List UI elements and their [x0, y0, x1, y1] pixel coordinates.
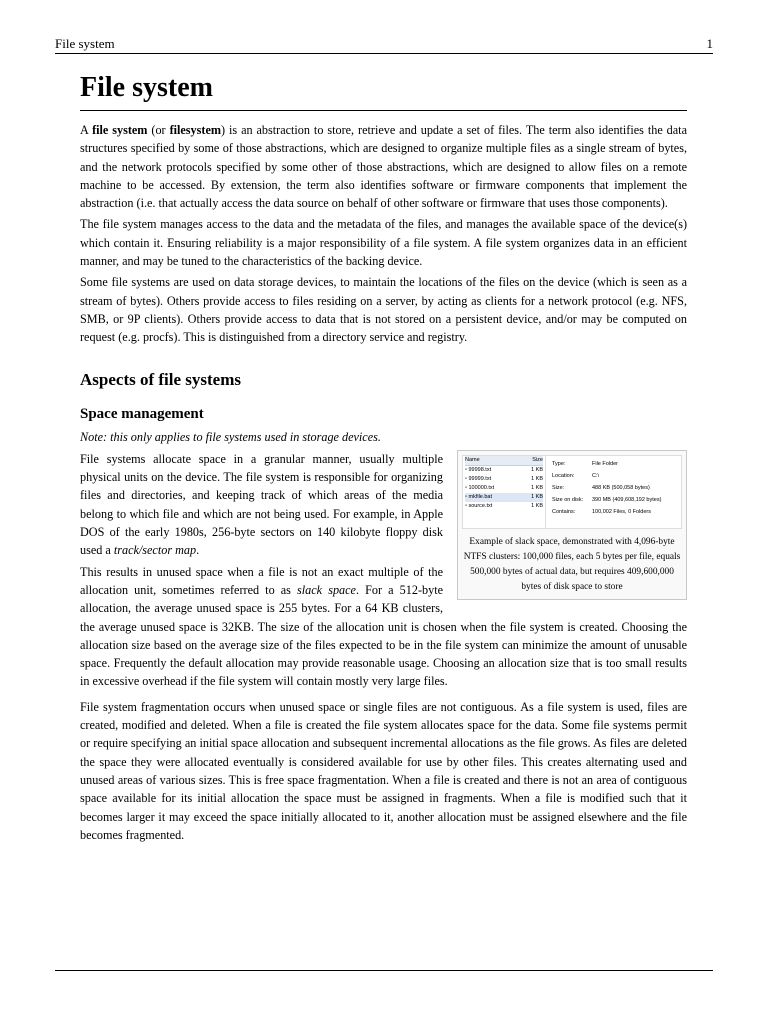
paragraph-management: The file system manages access to the data and the metadata of the files, and manages the available space of the device(s) which contain it. Ensuring reliability is a major responsibility of a file system. A file system organizes data in an efficient manner, and may be tuned to the characteristics of the backing device. [80, 217, 687, 269]
property-row [552, 494, 675, 506]
file-row [465, 502, 543, 511]
note-text: Note: this only applies to file systems used in storage devices. [80, 429, 381, 444]
header-rule [55, 53, 713, 54]
explorer-screenshot [462, 455, 682, 529]
file-name: ▫ 99999.txt [465, 475, 491, 484]
property-row [552, 506, 675, 518]
file-name: ▫ source.txt [465, 502, 492, 511]
property-value: File Folder [592, 460, 618, 467]
file-row [465, 475, 543, 484]
running-header [55, 35, 713, 53]
page-number: 1 [706, 36, 713, 51]
footer-rule [55, 970, 713, 971]
file-row [465, 466, 543, 475]
figure-caption: Example of slack space, demonstrated with 4,096-byte NTFS clusters: 100,000 files, each 5 bytes per file, equals 500,000 bytes of actual data, but requires 409,600,000 bytes of disk space to store [463, 536, 681, 592]
file-list [463, 456, 546, 528]
section-heading-aspects: Aspects of file systems [80, 369, 241, 389]
file-size: 1 KB [531, 484, 543, 491]
file-size: 1 KB [531, 466, 543, 473]
paragraph-slack-space: This results in unused space when a file is not an exact multiple of the allocation unit, sometimes referred to as slack space. For a 512-byte allocation, the average unused space is 255 bytes. For a 64 KB clusters, the average unused space is 32KB. The size of the allocation unit is chosen when the file system is created. Choosing the allocation size based on the average size of the files expected to be in the file system can minimize the amount of unusable space. Frequently the default allocation may provide reasonable usage. Choosing an allocation size that is too small results in excessive overhead if the file system will contain mostly very large files. [80, 564, 687, 689]
property-label: Size: [552, 484, 565, 491]
file-row [465, 493, 543, 502]
file-name: ▫ mkfile.bat [465, 493, 492, 502]
bold-term: filesystem [169, 123, 222, 137]
file-name: ▫ 100000.txt [465, 484, 494, 493]
property-label: Size on disk: [552, 496, 584, 503]
page-title: File system [80, 68, 687, 111]
property-row [552, 482, 675, 494]
property-row [552, 458, 675, 470]
file-size: 1 KB [531, 502, 543, 509]
property-value: 488 KB (500,058 bytes) [592, 484, 650, 491]
paragraph-protocols: Some file systems are used on data storage devices, to maintain the locations of the files on the device (which is seen as a stream of bytes). Others provide access to files residing on a server, by acting as clients for a network protocol (e.g. NFS, SMB, or 9P clients). Others provide access to data that is not stored on a persistent device, and/or may be computed on request (e.g. procfs). This is distinguished from a directory service and registry. [80, 275, 687, 345]
paragraph-allocation: File systems allocate space in a granular manner, usually multiple physical units on the device. The file system is responsible for organizing files and directories, and keeping track of which areas of the media belong to which file and which are not being used. For example, in Apple DOS of the early 1980s, 256-byte sectors on 140 kilobyte floppy disk used a track/sector map. [80, 451, 443, 558]
property-value: C:\ [592, 472, 600, 479]
property-label: Contains: [552, 508, 576, 515]
file-size: 1 KB [531, 493, 543, 500]
running-title: File system [55, 36, 115, 51]
subsection-heading-space-management: Space management [80, 405, 204, 422]
property-value: 390 MB (409,608,192 bytes) [592, 496, 662, 503]
property-label: Type: [552, 460, 566, 467]
italic-term: track/sector map [113, 543, 197, 558]
folder-properties [546, 456, 681, 528]
size-column-header: Size [532, 456, 543, 463]
italic-term: slack space [297, 582, 356, 597]
file-row [465, 484, 543, 493]
file-list-header [465, 456, 543, 466]
property-label: Location: [552, 472, 575, 479]
paragraph-fragmentation: File system fragmentation occurs when unused space or single files are not contiguous. As a file system is used, files are created, modified and deleted. When a file is created the file system allocates space for the data. Some file systems permit or require specifying an initial space allocation and subsequent incremental allocations as the file grows. As files are deleted the space they were allocated eventually is considered available for use by other files. This creates alternating used and unused areas of various sizes. This is free space fragmentation. When a file is created and there is not an area of contiguous space available for its initial allocation the space must be assigned in fragments. When a file is modified such that it becomes larger it may exceed the space initially allocated to it, another allocation must be assigned elsewhere and the file becomes fragmented. [80, 699, 687, 842]
intro-paragraph: A file system (or filesystem) is an abstraction to store, retrieve and update a set of files. The term also identifies the data structures specified by some of those abstractions, which are designed to organize multiple files as a single stream of bytes, and the network protocols specified by some other of those abstractions, which are designed to allow files on a remote machine to be accessed. By extension, the term also identifies software or firmware components that implement the abstraction (i.e. that actually access the data source on behalf of other software or firmware that uses those components). [80, 123, 687, 211]
property-value: 100,002 Files, 0 Folders [592, 508, 652, 515]
file-name: ▫ 99998.txt [465, 466, 491, 475]
slack-space-figure [457, 450, 687, 600]
property-row [552, 470, 675, 482]
name-column-header: Name [465, 456, 480, 463]
article-body [80, 68, 687, 844]
file-size: 1 KB [531, 475, 543, 482]
bold-term: file system [92, 123, 148, 137]
